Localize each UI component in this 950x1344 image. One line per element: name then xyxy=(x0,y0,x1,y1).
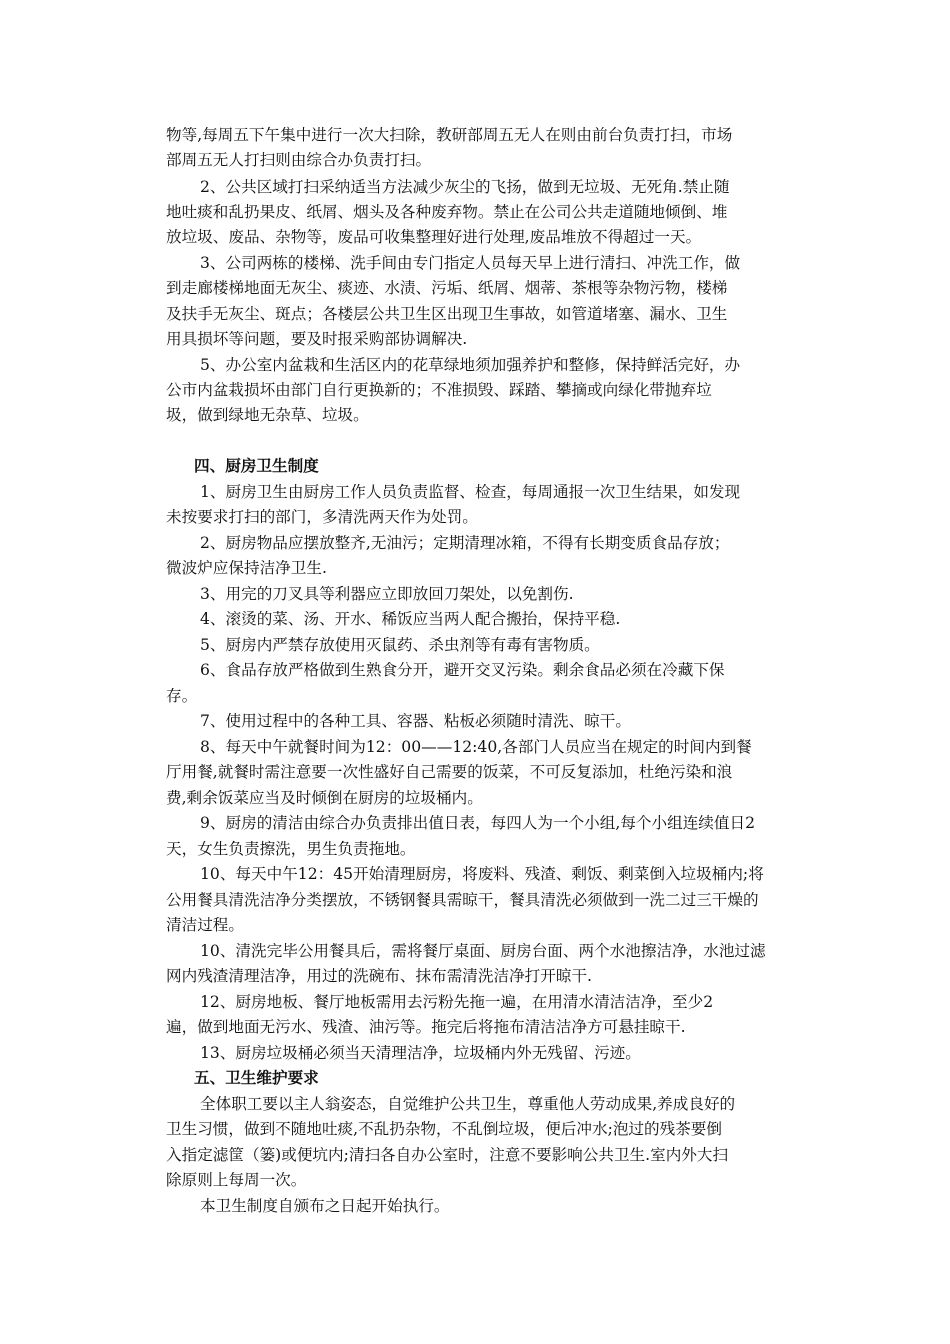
paragraph-line: 全体职工要以主人翁姿态，自觉维护公共卫生，尊重他人劳动成果,养成良好的 xyxy=(200,1095,736,1113)
paragraph-line: 费,剩余饭菜应当及时倾倒在厨房的垃圾桶内。 xyxy=(166,789,483,807)
paragraph-line: 用具损坏等问题，要及时报采购部协调解决. xyxy=(166,330,468,348)
paragraph-line: 网内残渣清理洁净，用过的洗碗布、抹布需清洗洁净打开晾干. xyxy=(166,967,592,985)
paragraph-line: 2、厨房物品应摆放整齐,无油污；定期清理冰箱，不得有长期变质食品存放； xyxy=(200,534,730,552)
paragraph-line: 3、用完的刀叉具等利器应立即放回刀架处，以免割伤. xyxy=(200,585,574,603)
paragraph-line: 遍，做到地面无污水、残渣、油污等。拖完后将拖布清洁洁净方可悬挂晾干. xyxy=(166,1018,686,1036)
paragraph-line: 物等,每周五下午集中进行一次大扫除，教研部周五无人在则由前台负责打扫，市场 xyxy=(166,126,733,144)
paragraph-line: 6、食品存放严格做到生熟食分开，避开交叉污染。剩余食品必须在冷藏下保 xyxy=(200,661,725,679)
paragraph-line: 10、每天中午12：45开始清理厨房，将废料、残渣、剩饭、剩菜倒入垃圾桶内;将 xyxy=(200,865,764,883)
paragraph-line: 本卫生制度自颁布之日起开始执行。 xyxy=(200,1197,450,1215)
paragraph-line: 到走廊楼梯地面无灰尘、痰迹、水渍、污垢、纸屑、烟蒂、茶根等杂物污物，楼梯 xyxy=(166,279,728,297)
paragraph-line: 入指定滤筐（篓)或便坑内;清扫各自办公室时，注意不要影响公共卫生.室内外大扫 xyxy=(166,1146,729,1164)
paragraph-line: 未按要求打扫的部门，多清洗两天作为处罚。 xyxy=(166,508,478,526)
paragraph-line: 公用餐具清洗洁净分类摆放，不锈钢餐具需晾干，餐具清洗必须做到一洗二过三干燥的 xyxy=(166,891,759,909)
paragraph-line: 10、清洗完毕公用餐具后，需将餐厅桌面、厨房台面、两个水池擦洁净，水池过滤 xyxy=(200,942,766,960)
paragraph-line: 1、厨房卫生由厨房工作人员负责监督、检查，每周通报一次卫生结果，如发现 xyxy=(200,483,741,501)
paragraph-line: 厅用餐,就餐时需注意要一次性盛好自己需要的饭菜，不可反复添加，杜绝污染和浪 xyxy=(166,763,733,781)
section-heading: 五、卫生维护要求 xyxy=(194,1069,319,1087)
paragraph-line: 12、厨房地板、餐厅地板需用去污粉先拖一遍，在用清水清洁洁净，至少2 xyxy=(200,993,714,1011)
paragraph-line: 放垃圾、废品、杂物等，废品可收集整理好进行处理,废品堆放不得超过一天。 xyxy=(166,228,702,246)
paragraph-line: 5、厨房内严禁存放使用灭鼠药、杀虫剂等有毒有害物质。 xyxy=(200,636,600,654)
paragraph-line: 地吐痰和乱扔果皮、纸屑、烟头及各种废弃物。禁止在公司公共走道随地倾倒、堆 xyxy=(166,203,728,221)
paragraph-line: 存。 xyxy=(166,687,198,705)
paragraph-line: 天，女生负责擦洗，男生负责拖地。 xyxy=(166,840,416,858)
paragraph-line: 微波炉应保持洁净卫生. xyxy=(166,559,327,577)
paragraph-line: 13、厨房垃圾桶必须当天清理洁净，垃圾桶内外无残留、污迹。 xyxy=(200,1044,641,1062)
paragraph-line: 4、滚烫的菜、汤、开水、稀饭应当两人配合搬抬，保持平稳. xyxy=(200,610,621,628)
paragraph-line: 5、办公室内盆栽和生活区内的花草绿地须加强养护和整修，保持鲜活完好，办 xyxy=(200,356,741,374)
paragraph-line: 圾，做到绿地无杂草、垃圾。 xyxy=(166,406,369,424)
paragraph-line: 3、公司两栋的楼梯、洗手间由专门指定人员每天早上进行清扫、冲洗工作，做 xyxy=(200,254,741,272)
paragraph-line: 部周五无人打扫则由综合办负责打扫。 xyxy=(166,151,432,169)
paragraph-line: 清洁过程。 xyxy=(166,916,244,934)
paragraph-line: 卫生习惯，做到不随地吐痰,不乱扔杂物，不乱倒垃圾，便后冲水;泡过的残茶要倒 xyxy=(166,1120,722,1138)
paragraph-line: 7、使用过程中的各种工具、容器、粘板必须随时清洗、晾干。 xyxy=(200,712,631,730)
paragraph-line: 9、厨房的清洁由综合办负责排出值日表，每四人为一个小组,每个小组连续值日2 xyxy=(200,814,755,832)
paragraph-line: 2、公共区域打扫采纳适当方法减少灰尘的飞扬，做到无垃圾、无死角.禁止随 xyxy=(200,178,730,196)
section-heading: 四、厨房卫生制度 xyxy=(194,457,319,475)
paragraph-line: 8、每天中午就餐时间为12：00——12:40,各部门人员应当在规定的时间内到餐 xyxy=(200,738,752,756)
paragraph-line: 及扶手无灰尘、斑点；各楼层公共卫生区出现卫生事故，如管道堵塞、漏水、卫生 xyxy=(166,305,728,323)
paragraph-line: 公市内盆栽损坏由部门自行更换新的；不准损毁、踩踏、攀摘或向绿化带抛弃垃 xyxy=(166,381,712,399)
paragraph-line: 除原则上每周一次。 xyxy=(166,1171,307,1189)
